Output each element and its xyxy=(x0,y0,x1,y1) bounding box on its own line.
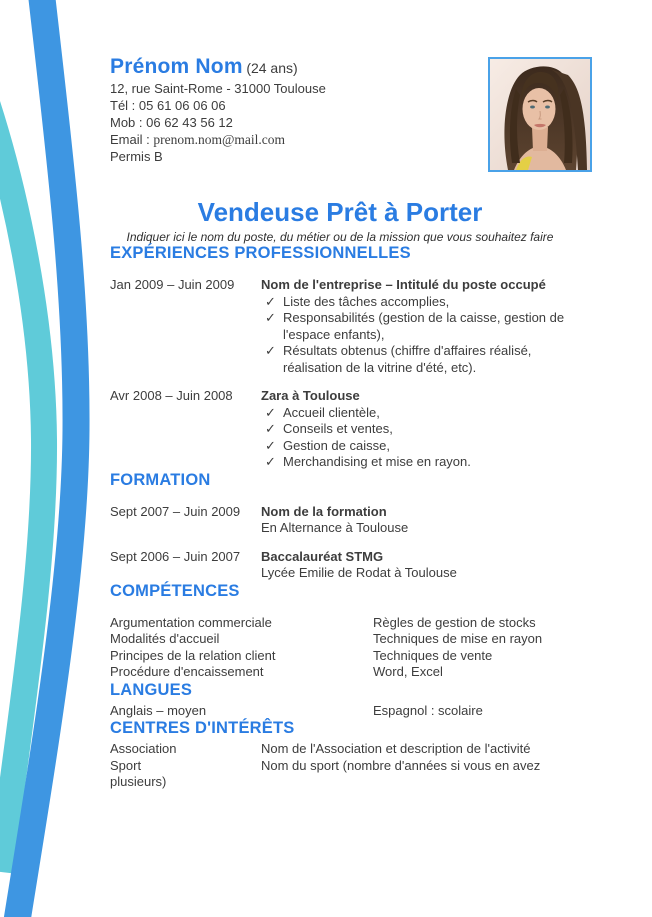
name-line xyxy=(110,55,570,78)
competence-item: Règles de gestion de stocks xyxy=(373,614,536,630)
check-icon: ✓ xyxy=(265,310,276,325)
interets-list xyxy=(110,741,570,791)
formation-subtitle: Lycée Emilie de Rodat à Toulouse xyxy=(261,565,457,580)
competence-item: Word, Excel xyxy=(373,664,443,679)
interet-label: plusieurs) xyxy=(110,774,167,789)
phone-line: Tél : 05 61 06 06 06 xyxy=(110,98,226,113)
interet-label: Sport xyxy=(110,757,142,773)
person-age: (24 ans) xyxy=(246,60,298,76)
competences-left-column xyxy=(110,615,373,681)
bullet-text: Conseils et ventes, xyxy=(283,421,393,436)
check-icon: ✓ xyxy=(265,293,276,309)
langues-columns xyxy=(110,703,570,720)
permit-line: Permis B xyxy=(110,149,163,164)
langue-right: Espagnol : scolaire xyxy=(373,702,483,718)
formation-entry xyxy=(110,504,570,537)
experience-list xyxy=(110,277,570,471)
check-icon: ✓ xyxy=(265,437,276,453)
check-icon: ✓ xyxy=(265,454,276,469)
section-heading-interets: CENTRES D'INTÉRÊTS xyxy=(110,719,295,737)
email-label: Email : xyxy=(110,132,150,147)
email-address: prenom.nom@mail.com xyxy=(153,132,286,147)
experience-bullet xyxy=(261,421,570,438)
experience-bullet xyxy=(261,343,570,376)
formation-title: Nom de la formation xyxy=(261,503,387,519)
formation-subtitle: En Alternance à Toulouse xyxy=(261,520,409,535)
cv-title: Vendeuse Prêt à Porter xyxy=(197,197,483,227)
bullet-text: Merchandising et mise en rayon. xyxy=(283,454,471,469)
competences-right-column xyxy=(373,615,570,681)
check-icon: ✓ xyxy=(265,343,276,358)
interet-value: Nom de l'Association et description de l'activité xyxy=(261,741,531,756)
section-heading-experiences: EXPÉRIENCES PROFESSIONNELLES xyxy=(110,244,411,262)
formation-entry xyxy=(110,549,570,582)
experience-bullet xyxy=(261,405,570,422)
experience-title: Zara à Toulouse xyxy=(261,388,360,403)
check-icon: ✓ xyxy=(265,421,276,436)
interet-entry xyxy=(110,741,570,758)
check-icon: ✓ xyxy=(265,404,276,420)
experience-bullet xyxy=(261,438,570,455)
experience-bullet xyxy=(261,454,570,471)
experience-date: Avr 2008 – Juin 2008 xyxy=(110,388,233,403)
bullet-text: Responsabilités (gestion de la caisse, gestion de l'espace enfants), xyxy=(283,310,565,342)
competence-item: Procédure d'encaissement xyxy=(110,664,264,679)
competences-columns xyxy=(110,615,570,681)
mobile-line: Mob : 06 62 43 56 12 xyxy=(110,115,233,130)
bullet-text: Accueil clientèle, xyxy=(283,404,380,420)
formation-title: Baccalauréat STMG xyxy=(261,548,384,564)
stripe-blue xyxy=(16,0,76,917)
email-line xyxy=(110,131,570,148)
experience-bullets xyxy=(261,294,570,377)
competence-item: Principes de la relation client xyxy=(110,647,276,663)
contact-block xyxy=(110,55,570,165)
experience-title: Nom de l'entreprise – Intitulé du poste occupé xyxy=(261,277,546,292)
experience-entry xyxy=(110,277,570,376)
bullet-text: Résultats obtenus (chiffre d'affaires réalisé, réalisation de la vitrine d'été, etc). xyxy=(283,343,532,375)
formation-date: Sept 2007 – Juin 2009 xyxy=(110,503,241,519)
section-heading-competences: COMPÉTENCES xyxy=(110,581,240,600)
person-name: Prénom Nom xyxy=(110,55,243,78)
experience-date: Jan 2009 – Juin 2009 xyxy=(110,277,235,292)
interet-entry xyxy=(110,774,570,791)
section-heading-langues: LANGUES xyxy=(110,680,193,699)
competence-item: Modalités d'accueil xyxy=(110,631,220,646)
formation-list xyxy=(110,504,570,582)
experience-bullets xyxy=(261,405,570,471)
bullet-text: Gestion de caisse, xyxy=(283,437,390,453)
langue-left: Anglais – moyen xyxy=(110,702,207,718)
bullet-text: Liste des tâches accomplies, xyxy=(283,293,450,309)
interet-value xyxy=(261,774,570,791)
interet-entry xyxy=(110,758,570,775)
address-line: 12, rue Saint-Rome - 31000 Toulouse xyxy=(110,81,326,96)
interet-value: Nom du sport (nombre d'années si vous en avez xyxy=(261,757,541,773)
section-heading-formation: FORMATION xyxy=(110,470,211,489)
competence-item: Techniques de mise en rayon xyxy=(373,631,543,646)
competence-item: Argumentation commerciale xyxy=(110,614,272,630)
interet-label: Association xyxy=(110,741,177,756)
experience-entry xyxy=(110,388,570,471)
experience-bullet xyxy=(261,310,570,343)
cv-subtitle: Indiquer ici le nom du poste, du métier ou de la mission que vous souhaitez faire xyxy=(126,230,554,244)
formation-date: Sept 2006 – Juin 2007 xyxy=(110,548,241,564)
experience-bullet xyxy=(261,294,570,311)
stripe-cyan xyxy=(0,100,44,872)
competence-item: Techniques de vente xyxy=(373,647,493,663)
